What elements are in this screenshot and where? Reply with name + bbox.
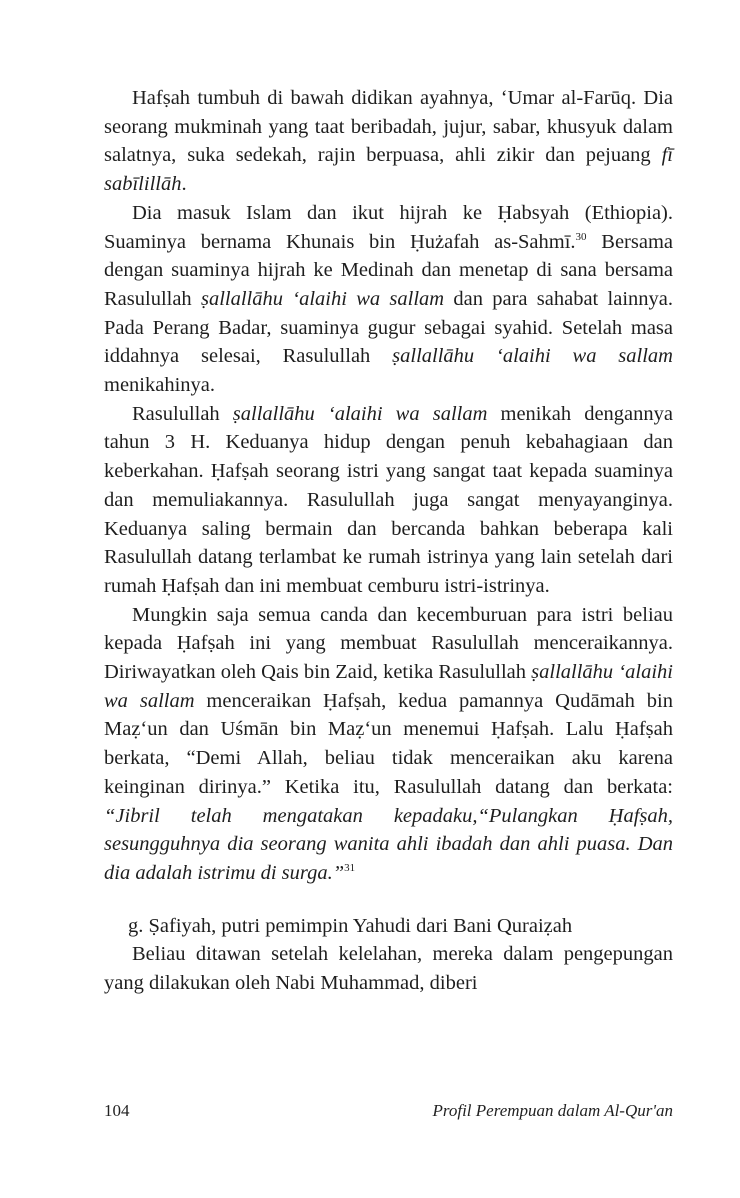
text-run: menikahinya.	[104, 374, 216, 397]
section-gap	[104, 888, 673, 912]
italic-text: fī sabīlillāh	[104, 144, 673, 196]
running-title: Profil Perempuan dalam Al-Qur'an	[432, 1101, 673, 1120]
text-run: Rasulullah	[132, 402, 233, 425]
text-run: .	[181, 173, 187, 196]
section-heading-wrap	[100, 912, 673, 941]
footnote-ref: 31	[344, 861, 356, 874]
text-run: dan para sahabat lainnya. Pada Perang Badar, suaminya gugur sebagai syahid. Setelah masa iddahnya selesai, Rasulullah	[104, 287, 673, 368]
paragraph-5: Beliau ditawan setelah kelelahan, mereka dalam pengepungan yang dilakukan oleh Nabi Muhammad, diberi	[104, 943, 673, 995]
italic-text: “Jibril telah mengatakan kepadaku,“Pulangkan Ḥafṣah, sesungguhnya dia seorang wanita ahli ibadah dan ahli puasa. Dan dia adalah istrimu di surga.”	[104, 804, 673, 884]
paragraph-4	[104, 601, 673, 888]
paragraph-2	[104, 199, 673, 400]
italic-text: ṣallallāhu ‘alaihi wa sallam	[392, 345, 673, 368]
footnote-ref: 30	[575, 230, 587, 243]
paragraph-3	[104, 400, 673, 601]
italic-text: ṣallallāhu ‘alaihi wa sallam	[232, 402, 488, 425]
text-run: menceraikan Ḥafṣah, kedua pamannya Qudāmah bin Maẓ‘un dan Uśmān bin Maẓ‘un menemui Ḥafṣah. Lalu Ḥafṣah berkata, “Demi Allah, beliau tidak menceraikan aku karena keinginan dirinya.” Ketika itu, Rasulullah datang dan berkata:	[104, 689, 673, 798]
text-run: menikah dengannya tahun 3 H. Keduanya hidup dengan penuh kebahagiaan dan keberkahan. Ḥafṣah seorang istri yang sangat taat kepada suaminya dan memuliakannya. Rasulullah juga sangat menyayanginya. Keduanya saling bermain dan bercanda bahkan beberapa kali Rasulullah datang terlambat ke rumah istrinya yang lain setelah dari rumah Ḥafṣah dan ini membuat cemburu istri-istrinya.	[104, 402, 673, 597]
paragraph-1	[104, 84, 673, 199]
section-heading: g. Ṣafiyah, putri pemimpin Yahudi dari Bani Quraiẓah	[128, 914, 573, 937]
text-run: Mungkin saja semua canda dan kecemburuan para istri beliau kepada Ḥafṣah ini yang membuat Rasulullah menceraikannya. Diriwayatkan oleh Qais bin Zaid, ketika Rasulullah	[104, 603, 673, 684]
text-run: Hafṣah tumbuh di bawah didikan ayahnya, ‘Umar al-Farūq. Dia seorang mukminah yang taat beribadah, jujur, sabar, khusyuk dalam salatnya, suka sedekah, rajin berpuasa, ahli zikir dan pejuang	[104, 87, 673, 167]
page-number: 104	[104, 1101, 130, 1120]
italic-text: ṣallallāhu ‘alaihi wa sallam	[200, 287, 445, 310]
italic-text: ṣallallāhu ‘alaihi wa sallam	[104, 661, 673, 712]
text-run: Bersama dengan suaminya hijrah ke Medinah dan menetap di sana bersama Rasulullah	[104, 230, 673, 310]
body-text	[104, 84, 673, 998]
text-run: Dia masuk Islam dan ikut hijrah ke Ḥabsyah (Ethiopia). Suaminya bernama Khunais bin Ḥużafah as-Sahmī.	[104, 201, 673, 253]
